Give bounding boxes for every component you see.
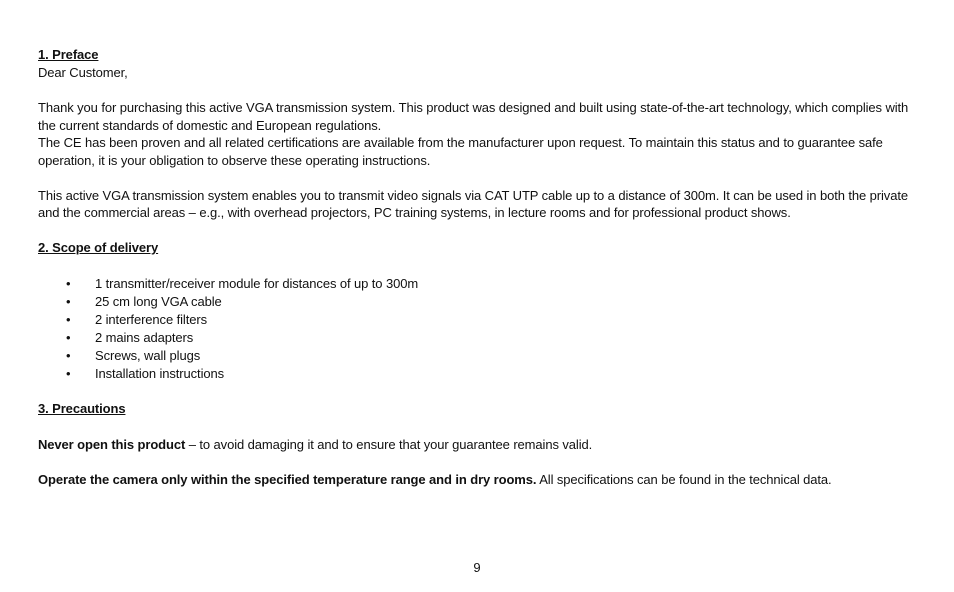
precaution-1-bold: Never open this product xyxy=(38,436,186,452)
section-heading-scope: 2. Scope of delivery xyxy=(38,240,159,255)
list-item xyxy=(38,329,918,347)
list-item-text: Screws, wall plugs xyxy=(95,347,201,363)
document-page xyxy=(38,46,918,488)
list-item-text: 2 mains adapters xyxy=(95,329,194,345)
section-heading-preface: 1. Preface xyxy=(38,47,99,62)
list-item xyxy=(38,311,918,329)
preface-paragraph-3: This active VGA transmission system enables you to transmit video signals via CAT UTP cable up to a distance of 300m. It can be used in both the private and the commercial areas – e.g., with overhead projectors, PC training systems, in lecture rooms and for professional product shows. xyxy=(38,187,908,220)
bullet-icon: • xyxy=(66,311,71,327)
precaution-1-text: – to avoid damaging it and to ensure that your guarantee remains valid. xyxy=(185,436,593,452)
list-item-text: 1 transmitter/receiver module for distances of up to 300m xyxy=(95,275,419,291)
delivery-list xyxy=(38,275,918,383)
page-number: 9 xyxy=(473,560,481,575)
bullet-icon: • xyxy=(66,275,71,291)
precaution-2-bold: Operate the camera only within the specified temperature range and in dry rooms. xyxy=(38,471,537,487)
list-item xyxy=(38,347,918,365)
bullet-icon: • xyxy=(66,293,71,309)
precaution-2 xyxy=(38,471,918,489)
bullet-icon: • xyxy=(66,347,71,363)
bullet-icon: • xyxy=(66,329,71,345)
list-item xyxy=(38,293,918,311)
precaution-2-text: All specifications can be found in the technical data. xyxy=(536,471,832,487)
precaution-1 xyxy=(38,436,918,454)
section-heading-precautions: 3. Precautions xyxy=(38,401,126,416)
list-item xyxy=(38,275,918,293)
salutation: Dear Customer, xyxy=(38,65,128,80)
preface-paragraph-1: Thank you for purchasing this active VGA transmission system. This product was designed and built using state-of-the-art technology, which complies with the current standards of domestic and European regulations. xyxy=(38,100,909,133)
preface-paragraph-2: The CE has been proven and all related certifications are available from the manufacturer upon request. To maintain this status and to guarantee safe operation, it is your obligation to observe these operating instructions. xyxy=(38,135,883,168)
list-item-text: 2 interference filters xyxy=(95,311,207,327)
list-item-text: Installation instructions xyxy=(95,365,225,381)
list-item xyxy=(38,365,918,383)
list-item-text: 25 cm long VGA cable xyxy=(95,293,222,309)
bullet-icon: • xyxy=(66,365,71,381)
